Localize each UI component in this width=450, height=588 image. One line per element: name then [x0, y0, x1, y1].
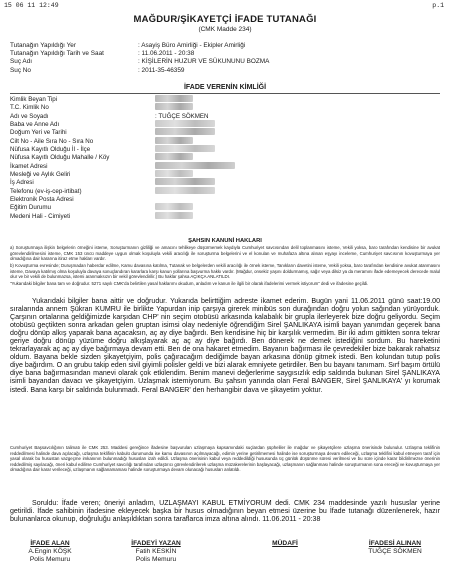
case-info-label: Suç No	[10, 66, 31, 74]
identity-label: İkamet Adresi	[10, 162, 48, 170]
case-info-label: Tutanağın Yapıldığı Tarih ve Saat	[10, 50, 104, 58]
redacted-block	[155, 162, 235, 169]
signature-block	[106, 540, 206, 564]
redacted-block	[155, 103, 193, 110]
closing-paragraph: Soruldu: İfade veren; öneriyi anladım, UZLAŞMAYI KABUL ETMİYORUM dedi. CMK 234 maddesinde yazılı hususlar yerine getirildi. İfade sahibinin ifadesine ekleyecek başka bir husus olmadığının beyan etmesi üzerine bu İfade tutanağı düzenlenerek, hazır bulunanlarca okunup, doğruluğu anlaşıldıktan sonra taraflarca imza altına alındı. 11.06.2011 - 20:38	[10, 500, 440, 524]
signature-block	[250, 540, 320, 548]
fax-page-number: p.1	[432, 2, 444, 9]
identity-label: Elektronik Posta Adresi	[10, 196, 74, 204]
identity-label: Medeni Hali - Cimiyeti	[10, 212, 71, 220]
identity-value	[155, 187, 275, 197]
signature-role: İFADESİ ALINAN	[368, 540, 422, 547]
signature-block	[10, 540, 90, 564]
signature-name: A.Engin KÖŞK	[28, 548, 72, 555]
identity-row	[10, 104, 440, 112]
rights-paragraph: b) Kovuşturma evresinde; Duruşmadan haberdar edilme, Kamu davasına katılma, Tutanak ve belgelerden vekili aracılığı ile örnek isteme, Tanıkların davetini isteme, Vekili yoksa, baro tarafından kendisine avukat atanmasını isteme, Davaya katılmış olma koşuluyla davaya sonuçlandıran kararlara karşı kanun yollarına başvurma hakkı vardır. (Mağdur, onsekiz yaşını doldurmamış, sağır veya dilsiz ya da meramını ifade edemeyecek derecede malul olur ve bir vekili de bulunmazsa, istemi aranmaksızın bir vekil görevlendirilir.) Bu haklar şahsa AÇIKÇA ANLATILDI.	[10, 263, 440, 280]
redacted-block	[155, 120, 215, 127]
signature-role: MÜDAFİ	[272, 540, 298, 547]
identity-value: : TUĞÇE SÖKMEN	[155, 112, 209, 120]
identity-label: İş Adresi	[10, 179, 34, 187]
redacted-block	[155, 137, 193, 144]
signature-role: İFADE ALAN	[30, 540, 70, 547]
identity-label: Nüfusa Kayıtlı Olduğu İl - İlçe	[10, 146, 91, 154]
identity-list	[10, 96, 440, 221]
rights-text	[10, 245, 440, 288]
redacted-block	[155, 212, 193, 219]
redacted-block	[155, 128, 215, 135]
case-info-value: : Asayiş Büro Amirliği - Ekipler Amirliği	[138, 42, 246, 49]
case-info-value: : KİŞİLERİN HUZUR VE SÜKUNUNU BOZMA	[138, 58, 270, 66]
case-info-row	[10, 67, 440, 75]
rights-paragraph: "Yukarıdaki bilgiler bana tam ve doğrudur. 5271 sayılı CMK'da belirtilen yasal haklarımı okudum, anladım ve kanun ile ilgili bir olarak ifadelerimi vermek istiyorum" dedi ve ifadesine geçildi.	[10, 281, 369, 287]
redacted-block	[155, 203, 193, 210]
redacted-block	[155, 187, 215, 194]
rights-paragraph: a) Soruşturmaya ilişkin belgelerin örneğini isteme, Soruşturmanın gizliliği ve amacını tehlikeye düşürmemek kaydıyla Cumhuriyet savcısından delil toplanmasını isteme, Vekili yoksa, baro tarafından kendisine bir avukat görevlendirilmesini isteme, CMK 153 üncü maddeye uygun olmak koşuluyla vekili aracılığı ile soruşturma belgelerini ve el konulan ve muhafaza altına alınan eşyayı inceleme, Cumhuriyet savcısının kovuşturmaya yer olmadığına dair kararına itiraz etme hakları vardır.	[10, 245, 440, 262]
reconciliation-note: Cumhuriyet Başsavcılığının talimatı ile CMK 253. Maddesi gereğince ifadesine başvurulan uzlaşmaya kapsamındaki suçlardan şüpheliler ile mağdur ve şikayetçilere uzlaşma önerisinde bulunulur. Uzlaşma teklifinin reddedilmesi halinde dava açılacağı, uzlaşma teklifinin kabulü durumunda ise kamu davasının açılmayacağı, edimin yerine getirilmemesi halinde ise soruşturmaya devam edileceği, uzlaşma teklifini kabul etmeyen taraf için yasal olarak bu husustan vazgeçme imkanının bulunmadığı hususları izah edildi. Uzlaşma önerisinin kabul veya reddedildiği hususunda üç günlük düşünme süresi verilmesi ve bu süre içinde karar bildirilmezse önerinin reddedilmiş sayılacağı, öneri kabul edilirse Cumhuriyet savcılığı tarafından uzlaştırıcı görevlendirilerek uzlaşma müzakerelerinin başlayacağı, uzlaşmanın sağlanması halinde soruşturmanın sona ereceği ve kovuşturmaya yer olmadığına dair karar verileceği, uzlaşmanın sağlanamaması halinde soruşturmaya devam olunacağı hususları anlatıldı.	[10, 445, 440, 473]
statement-body: Yukarıdaki bilgiler bana aittir ve doğrudur. Yukarıda belirttiğim adreste ikamet ederim. Bugün yani 11.06.2011 günü saat:19.00 sıralarında annem Şükran KUMRU ile birlikte Yapurdan inip çarşıya girerek minibüs son durağından doğru yolun sağından yürüyorduk. Çarşının ortalarına geldiğimizde karşıdan CHP' nin seçim otobüsü arkasında kalabalık bir grupla ilerleyerek bize doğru geliyordu. Seçim otobüsü geçtikten sonra arkadan gelen gruptan isimsi olay nedeniyle öğrendiğim Sirel ŞANLIKAYA isimli bayan yanımdan geçerek bana doğru dönüp alkış yaparak bana açacaksın, aç ay diye bağırdı. Ben kendisine hiç bir karşılık vermedim. Bir iki adım gittikten sonra tekrar geriye doğru dönüp yüzüme doğru alkışlayarak aç aç ay diye bağırdı. Ben dönerek ne demek istediğini sordum. Bu hareketini tekrarlayarak aç aç ay diye bağırmaya devam etti. Ben de ona hakaret etmedim. Bayanın bağırması ile çevredekiler bize bakarak rahatsız oldum. Bayana bekle sizden şikayetçiyim, polis çağıracağım dediğimde bayan arkasına dönüp gitmek istedi. Ben kolundan tutup polis diye bağırdım. O an grubu takip eden sivil giyimli polisler geldi ve bizi alarak emniyete getirdiler. Ben bu bayanı tanımam. Sırf başım örtülü diye bana bağırmasından manevi olarak çok etkilendim. Benim manevi değerlerime saygısızlık edip saldırıda bulunan Sirel ŞANLIKAYA isimli bayandan davacı ve şikayetçiyim. Uzlaşmak istemiyorum. Bu şahsın yanında olan Feral BANGER, Sirel ŞANLIKAYA' yı korumak istedi. Bana karşı bir saldırıda bulunmadı. Feral BANGER' den herhangibir dava ve şikayetim yoktur.	[10, 298, 440, 394]
document-title: MAĞDUR/ŞİKAYETÇİ İFADE TUTANAĞI	[133, 14, 317, 25]
identity-label: Baba ve Anne Adı	[10, 121, 60, 129]
identity-label: Kimlik Beyan Tipi	[10, 96, 58, 103]
identity-label: Doğum Yeri ve Tarihi	[10, 129, 67, 137]
case-info-label: Tutanağın Yapıldığı Yer	[10, 42, 76, 49]
identity-label: Telefonu (ev-iş-cep-irtibat)	[10, 187, 82, 195]
rights-section-title: ŞAHSIN KANUNİ HAKLARI	[188, 238, 262, 244]
identity-label: Adı ve Soyadı	[10, 112, 49, 120]
signature-role: İFADEYİ YAZAN	[131, 540, 181, 547]
case-info-table	[10, 42, 440, 75]
redacted-block	[155, 170, 193, 177]
identity-label: Nüfusa Kayıtlı Olduğu Mahalle / Köy	[10, 154, 110, 162]
signature-block	[350, 540, 440, 556]
section-divider	[10, 93, 440, 94]
signature-name: Fatih KESKİN	[135, 548, 177, 555]
identity-row	[10, 213, 440, 221]
fax-timestamp: 15 06 11 12:49	[4, 2, 59, 9]
signature-title: Polis Memuru	[29, 556, 71, 563]
signature-name: TUĞÇE SÖKMEN	[368, 548, 422, 555]
identity-value	[155, 212, 275, 222]
redacted-block	[155, 153, 193, 160]
identity-row	[10, 188, 440, 196]
signature-title: Polis Memuru	[135, 556, 177, 563]
identity-label: Mesleği ve Aylık Geliri	[10, 171, 71, 179]
case-info-value: : 11.06.2011 - 20:38	[138, 50, 195, 58]
redacted-block	[155, 145, 215, 152]
case-info-row	[10, 58, 440, 66]
case-info-row	[10, 42, 440, 50]
case-info-label: Suç Adı	[10, 58, 33, 66]
redacted-block	[155, 95, 193, 102]
redacted-block	[155, 178, 215, 185]
identity-label: Cilt No - Aile Sıra No - Sıra No	[10, 137, 94, 145]
document-subtitle: (CMK Madde 234)	[198, 26, 252, 33]
identity-label: Eğitim Durumu	[10, 204, 51, 212]
identity-label: T.C. Kimlik No	[10, 104, 49, 112]
identity-section-title: İFADE VERENİN KİMLİĞİ	[183, 84, 267, 91]
signature-section	[10, 540, 440, 580]
case-info-value: : 2011-35-46359	[138, 66, 185, 74]
